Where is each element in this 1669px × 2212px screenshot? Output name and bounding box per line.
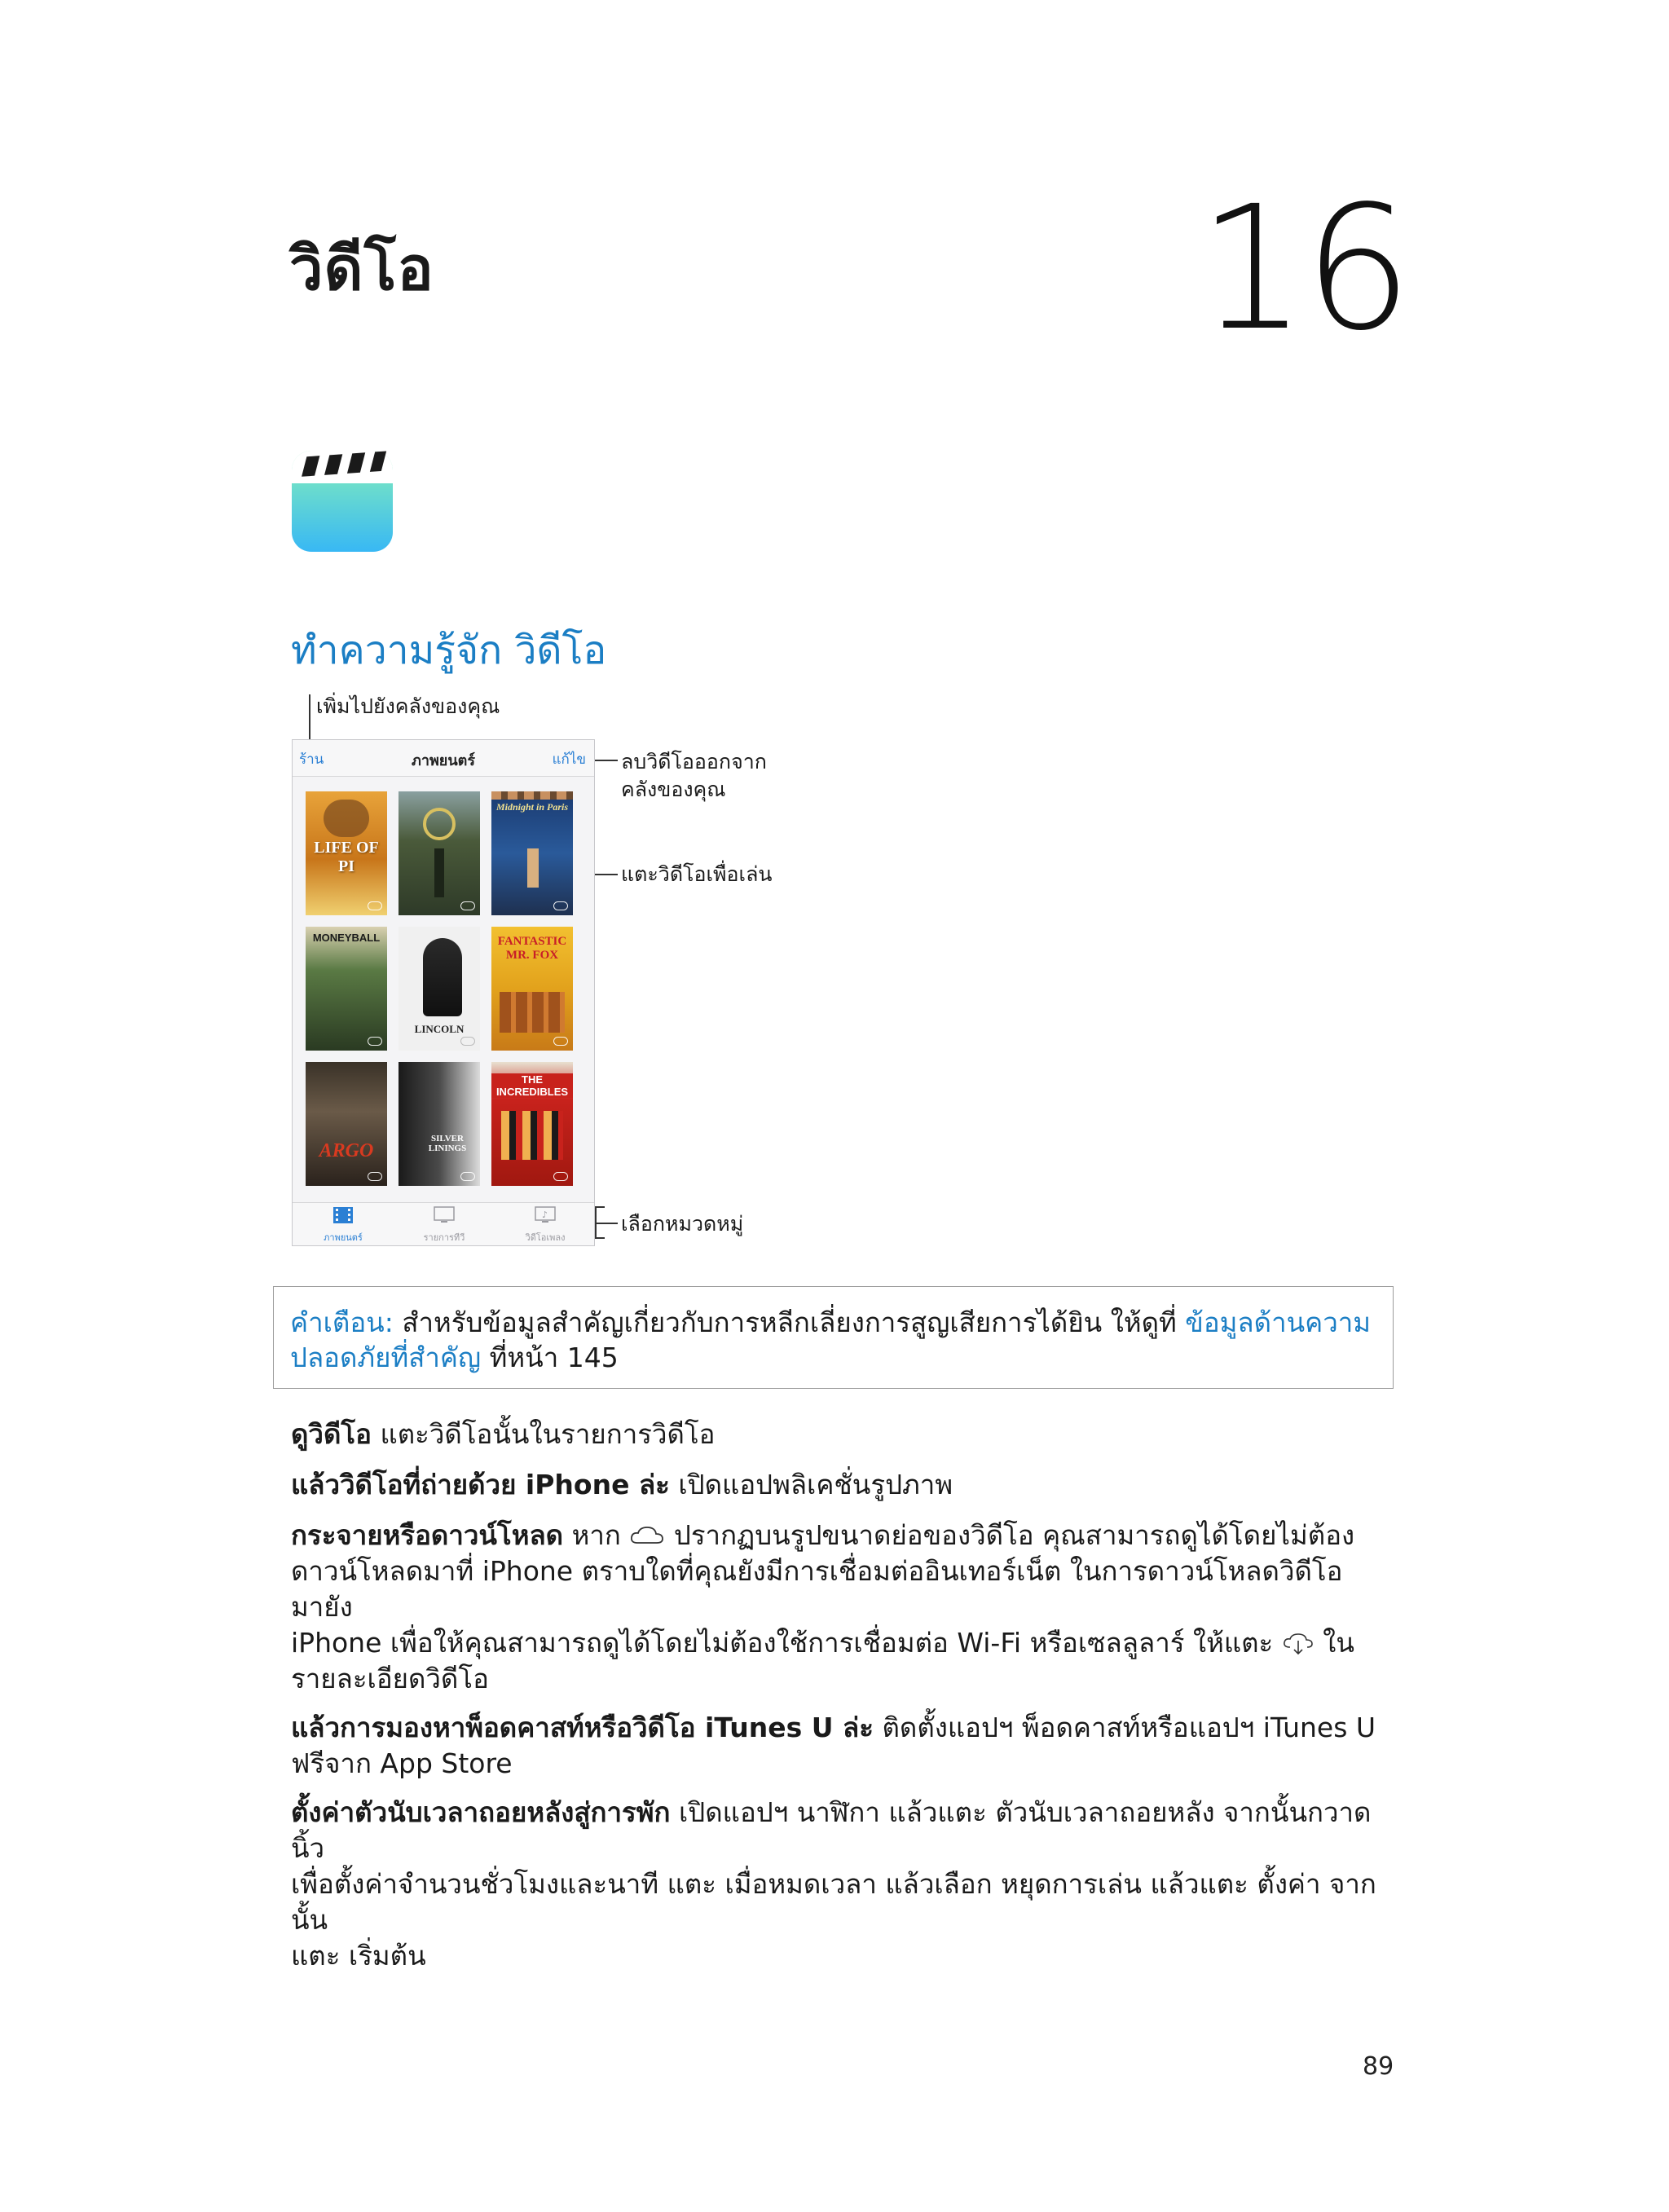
poster-title: FANTASTIC MR. FOX [497,935,567,962]
phone-nav-bar [293,740,594,777]
callout-line [597,1223,618,1224]
chapter-number: 16 [1198,169,1410,368]
para-text: เปิดแอปพลิเคชั่นรูปภาพ [678,1469,953,1500]
warning-suffix: ที่หน้า 145 [489,1342,619,1373]
oz-emblem [423,808,456,840]
cloud-icon [368,1172,382,1181]
para-heading: ตั้งค่าตัวนับเวลาถอยหลังสู่การพัก [291,1796,671,1828]
para-heading: ดูวิดีโอ [291,1418,372,1450]
phone-screenshot [292,739,595,1246]
poster-title: SILVER LININGS [428,1134,467,1153]
tab-tv-shows[interactable] [394,1206,495,1245]
paragraph-sleep-timer [291,1795,1399,1974]
cloud-icon [629,1525,665,1546]
tab-label: ภาพยนตร์ [324,1232,363,1243]
callout-tap-to-play: แตะวิดีโอเพื่อเล่น [621,862,773,886]
film-icon [332,1206,354,1224]
movie-poster[interactable] [491,1062,573,1186]
callout-line [309,694,310,743]
figure-shape [434,848,444,897]
poster-title: ARGO [319,1140,374,1161]
callout-add-to-library: เพิ่มไปยังคลังของคุณ [316,694,500,718]
para-text: ติดตั้งแอปฯ พ็อดคาสท์หรือแอปฯ iTunes U [882,1712,1376,1743]
poster-title: THE INCREDIBLES [491,1073,573,1098]
warning-box [273,1286,1394,1389]
videos-app-icon [292,451,393,552]
para-text: หาก [571,1519,621,1551]
cloud-download-icon [1282,1633,1315,1655]
nav-title: ภาพยนตร์ [411,752,476,769]
movie-poster[interactable] [306,927,387,1051]
para-line: ดาวน์โหลดมาที่ iPhone ตราบใดที่คุณยังมีการเชื่อมต่ออินเทอร์เน็ต ในการดาวน์โหลดวิดีโอมายัง [291,1555,1343,1623]
callout-bracket [595,1237,605,1239]
movie-poster[interactable] [399,791,480,915]
store-button[interactable]: ร้าน [299,751,324,768]
cloud-icon [553,901,568,910]
para-line: เพื่อตั้งค่าจำนวนชั่วโมงและนาที แตะ เมื่อหมดเวลา แล้วเลือก หยุดการเล่น แล้วแตะ ตั้งค่า จากนั้น [291,1868,1376,1936]
cloud-icon [368,901,382,910]
tab-movies[interactable] [293,1206,394,1245]
paragraph-watch-video [291,1417,1399,1452]
para-line [291,1625,1399,1661]
cloud-icon [368,1037,382,1046]
cloud-icon [460,901,475,910]
para-heading: แล้ววิดีโอที่ถ่ายด้วย iPhone ล่ะ [291,1469,670,1500]
para-text: ใน [1323,1627,1354,1659]
para-line: ฟรีจาก App Store [291,1747,513,1779]
cloud-icon [553,1037,568,1046]
poster-title: LIFE OF PI [314,839,379,875]
poster-title: LINCOLN [414,1023,465,1035]
safety-link-part2[interactable]: ปลอดภัยที่สำคัญ [290,1342,482,1373]
callout-choose-category: เลือกหมวดหมู่ [621,1212,744,1236]
cast-faces [491,791,573,800]
callout-delete-line2: คลังของคุณ [621,778,726,801]
section-heading: ทำความรู้จัก วิดีโอ [291,628,607,673]
svg-text:♪: ♪ [542,1210,548,1220]
music-video-icon [534,1206,557,1224]
movie-poster[interactable] [491,927,573,1051]
para-text: iPhone เพื่อให้คุณสามารถดูได้โดยไม่ต้องใช้การเชื่อมต่อ Wi-Fi หรือเซลลูลาร์ ให้แตะ [291,1627,1274,1659]
para-text: ปรากฏบนรูปขนาดย่อของวิดีโอ คุณสามารถดูได้โดยไม่ต้อง [673,1519,1355,1551]
para-text: แตะวิดีโอนั้นในรายการวิดีโอ [380,1418,716,1450]
movie-poster[interactable] [399,1062,480,1186]
paragraph-stream-download [291,1518,1399,1697]
para-line: รายละเอียดวิดีโอ [291,1663,489,1694]
portrait-shape [423,938,462,1016]
poster-title: MONEYBALL [312,932,381,944]
tab-label: วิดีโอเพลง [525,1232,566,1243]
callout-bracket [595,1206,605,1208]
para-line: แตะ เริ่มต้น [291,1940,426,1972]
movie-poster[interactable] [491,791,573,915]
warning-text: สำหรับข้อมูลสำคัญเกี่ยวกับการหลีกเลี่ยงการสูญเสียการได้ยิน ให้ดูที่ [402,1306,1177,1338]
movie-poster[interactable] [399,927,480,1051]
callout-delete-line1: ลบวิดีโอออกจาก [621,750,767,773]
tab-music-videos[interactable] [495,1206,596,1245]
paragraph-iphone-videos [291,1467,1399,1503]
tv-icon [433,1206,456,1224]
page-number: 89 [1363,2052,1394,2081]
warning-label: คำเตือน: [290,1306,394,1338]
para-text: เปิดแอปฯ นาฬิกา แล้วแตะ ตัวนับเวลาถอยหลัง จากนั้นกวาดนิ้ว [291,1796,1372,1864]
warning-line1 [290,1305,1376,1340]
safety-link-part1[interactable]: ข้อมูลด้านความ [1185,1306,1372,1338]
movie-poster[interactable] [306,791,387,915]
cloud-icon [460,1172,475,1181]
characters-shape [501,1111,563,1160]
para-heading: กระจายหรือดาวน์โหลด [291,1519,564,1551]
paragraph-podcasts-itunes-u [291,1710,1399,1782]
movie-poster[interactable] [306,1062,387,1186]
warning-line2 [290,1340,1376,1375]
tiger-shape [324,800,369,837]
poster-title: Midnight in Paris [495,801,569,813]
cloud-icon [553,1172,568,1181]
para-line [291,1710,1399,1746]
figure-shape [527,848,539,888]
chapter-title: วิดีโอ [289,234,434,304]
cloud-icon [460,1037,475,1046]
phone-tab-bar [293,1202,594,1245]
para-heading: แล้วการมองหาพ็อดคาสท์หรือวิดีโอ iTunes U ล่ะ [291,1712,874,1743]
para-line [291,1518,1399,1553]
characters-shape [500,992,565,1033]
tab-label: รายการทีวี [423,1232,465,1243]
edit-button[interactable]: แก้ไข [552,751,586,768]
para-line [291,1795,1399,1866]
